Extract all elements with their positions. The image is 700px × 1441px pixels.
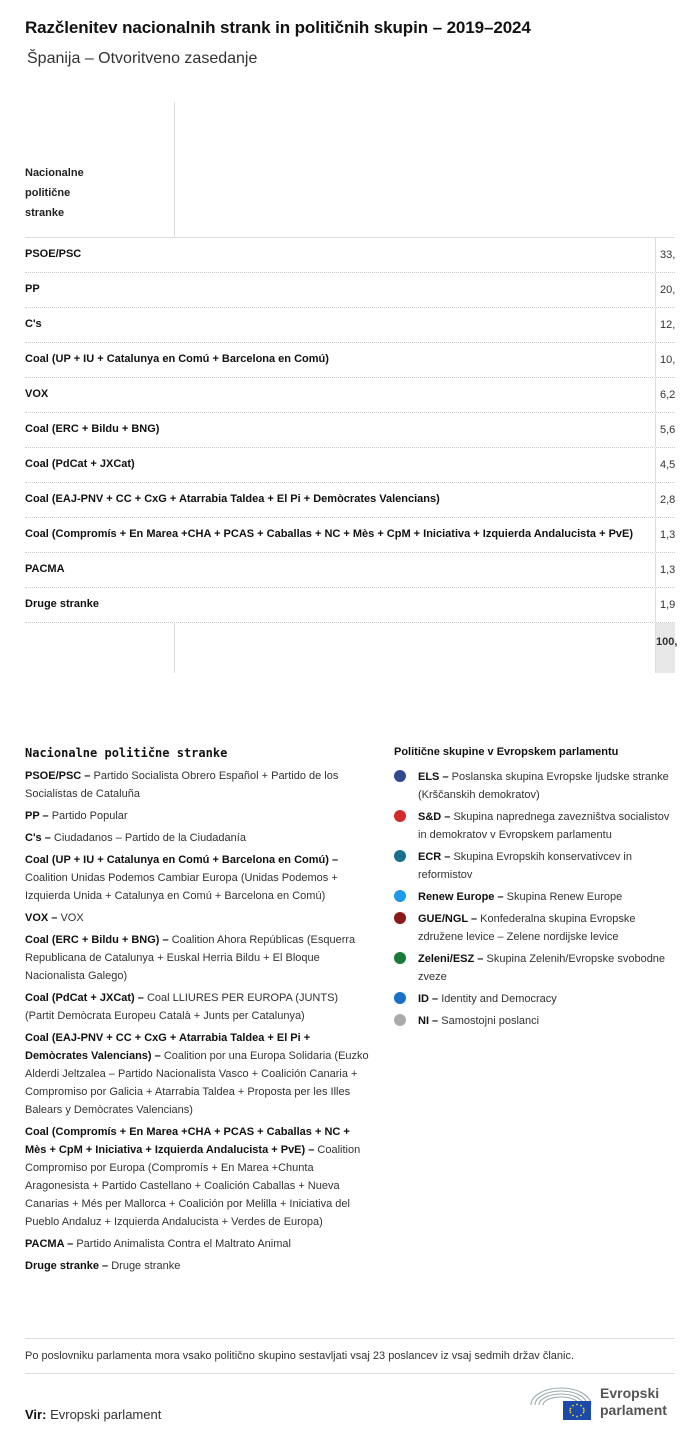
party-name: Coal (Compromís + En Marea +CHA + PCAS + Caballas + NC + Mès + CpM + Iniciativa + Izquierda Andalucista + PvE)	[25, 528, 634, 540]
legend-party-abbr: PSOE/PSC –	[25, 770, 91, 782]
parties-table	[25, 100, 678, 673]
legend-party-item	[25, 1029, 370, 1119]
party-name: PACMA	[25, 563, 65, 575]
legend-group-abbr: GUE/NGL –	[418, 913, 478, 925]
table-body	[25, 238, 675, 623]
legend-party-desc: Ciudadanos – Partido de la Ciudadanía	[53, 832, 246, 844]
party-percentage: 10,	[655, 343, 675, 377]
party-percentage: 1,3	[655, 518, 675, 552]
party-name: C's	[25, 318, 42, 330]
column-divider	[174, 102, 175, 237]
group-color-dot-icon	[394, 770, 406, 782]
legend-group-abbr: Renew Europe –	[418, 891, 504, 903]
legend-party-item	[25, 829, 370, 847]
source-line	[25, 1407, 161, 1422]
logo-line-1: Evropski	[600, 1385, 660, 1401]
legend-group-desc: Skupina Evropskih konservativcev in reformistov	[418, 851, 632, 881]
legend-group-abbr: NI –	[418, 1015, 439, 1027]
party-name: Coal (ERC + Bildu + BNG)	[25, 423, 160, 435]
source-label: Vir:	[25, 1407, 47, 1422]
party-percentage: 1,3	[655, 553, 675, 587]
legend-party-item	[25, 989, 370, 1025]
party-name: PSOE/PSC	[25, 248, 82, 260]
legend-party-abbr: Coal (UP + IU + Catalunya en Comú + Barcelona en Comú) –	[25, 854, 339, 866]
party-percentage: 20,	[655, 273, 675, 307]
party-percentage: 4,5	[655, 448, 675, 482]
group-color-dot-icon	[394, 952, 406, 964]
legend-party-item	[25, 1235, 370, 1253]
legend-party-abbr: PACMA –	[25, 1238, 74, 1250]
party-name: Coal (UP + IU + Catalunya en Comú + Barcelona en Comú)	[25, 353, 329, 365]
logo-line-2: parlament	[600, 1402, 667, 1418]
party-name: Coal (EAJ-PNV + CC + CxG + Atarrabia Taldea + El Pi + Demòcrates Valencians)	[25, 493, 440, 505]
legend-party-desc: Coalition Unidas Podemos Cambiar Europa (Unidas Podemos + Izquierda Unida + Catalunya en Comú + Barcelona en Comú)	[25, 872, 338, 902]
table-row	[25, 553, 675, 588]
legend-party-item	[25, 1123, 370, 1231]
legend-party-desc: Coalition por una Europa Solidaria (Euzko Alderdi Jeltzalea – Partido Nacionalista Vasco + Coalición Canaria + Compromiso por Galicia + Atarrabia Taldea + Proposta per les Illes Balears y Demòcrates Valencians)	[25, 1050, 369, 1116]
group-color-dot-icon	[394, 912, 406, 924]
table-row	[25, 413, 675, 448]
party-name: Coal (PdCat + JXCat)	[25, 458, 135, 470]
legend-national-parties	[25, 746, 370, 1279]
legend-party-desc: Partido Socialista Obrero Español + Partido de los Socialistas de Cataluña	[25, 770, 339, 800]
legend-party-abbr: Coal (ERC + Bildu + BNG) –	[25, 934, 169, 946]
table-row	[25, 378, 675, 413]
party-name: PP	[25, 283, 40, 295]
table-row	[25, 308, 675, 343]
table-total-row	[25, 623, 678, 673]
table-row	[25, 273, 675, 308]
european-parliament-logo[interactable]	[529, 1383, 679, 1423]
legend-group-desc: Poslanska skupina Evropske ljudske stranke (Krščanskih demokratov)	[418, 771, 669, 801]
legend-group-item	[394, 1012, 679, 1030]
logo-text	[600, 1385, 667, 1419]
legend-group-item	[394, 848, 679, 884]
party-percentage: 33,	[655, 238, 675, 272]
legend-party-desc: Druge stranke	[111, 1260, 181, 1272]
legend-party-item	[25, 767, 370, 803]
legend-political-groups	[394, 746, 679, 1034]
hemicycle-logo-icon	[529, 1383, 593, 1421]
legend-party-abbr: Coal (Compromís + En Marea +CHA + PCAS + Caballas + NC + Mès + CpM + Iniciativa + Izquierda Andalucista + PvE) –	[25, 1126, 350, 1156]
legend-party-abbr: VOX –	[25, 912, 58, 924]
legend-party-item	[25, 909, 370, 927]
table-row	[25, 588, 675, 623]
legend-party-desc: Partido Popular	[51, 810, 128, 822]
legend-group-desc: Skupina naprednega zavezništva socialistov in demokratov v Evropskem parlamentu	[418, 811, 670, 841]
party-percentage: 2,8	[655, 483, 675, 517]
party-name: Druge stranke	[25, 598, 99, 610]
legend-group-item	[394, 888, 679, 906]
column-header-parties: Nacionalne politične stranke	[25, 167, 84, 219]
legend-national-parties-heading: Nacionalne politične stranke	[25, 746, 228, 760]
group-color-dot-icon	[394, 992, 406, 1004]
legend-group-desc: Konfederalna skupina Evropske združene levice – Zelene nordijske levice	[418, 913, 636, 943]
legend-group-abbr: Zeleni/ESZ –	[418, 953, 484, 965]
legend-party-abbr: C's –	[25, 832, 51, 844]
legend-group-item	[394, 808, 679, 844]
page-subtitle: Španija – Otvoritveno zasedanje	[27, 50, 258, 67]
legend-party-abbr: Coal (PdCat + JXCat) –	[25, 992, 144, 1004]
group-color-dot-icon	[394, 850, 406, 862]
legend-party-abbr: PP –	[25, 810, 49, 822]
legend-party-desc: Coalition Ahora Repúblicas (Esquerra Republicana de Catalunya + Euskal Herria Bildu + El Bloque Nacionalista Galego)	[25, 934, 356, 982]
footnote: Po poslovniku parlamenta mora vsako politično skupino sestavljati vsaj 23 poslancev iz vsaj sedmih držav članic.	[25, 1338, 675, 1374]
legend-group-item	[394, 950, 679, 986]
page-title: Razčlenitev nacionalnih strank in političnih skupin – 2019–2024	[25, 18, 531, 37]
legend-party-item	[25, 807, 370, 825]
legend-group-item	[394, 910, 679, 946]
legend-group-abbr: ELS –	[418, 771, 449, 783]
party-percentage: 6,2	[655, 378, 675, 412]
legend-group-desc: Samostojni poslanci	[441, 1015, 540, 1027]
legend-party-item	[25, 851, 370, 905]
legend-party-item	[25, 931, 370, 985]
party-percentage: 1,9	[655, 588, 675, 622]
legend-party-desc: Coal LLIURES PER EUROPA (JUNTS) (Partit Demòcrata Europeu Català + Junts per Catalunya)	[25, 992, 339, 1022]
table-row	[25, 343, 675, 378]
legend-group-desc: Skupina Zelenih/Evropske svobodne zveze	[418, 953, 666, 983]
legend-group-desc: Identity and Democracy	[441, 993, 557, 1005]
legend-group-abbr: ID –	[418, 993, 439, 1005]
legend-party-desc: Partido Animalista Contra el Maltrato Animal	[76, 1238, 291, 1250]
party-name: VOX	[25, 388, 49, 400]
legend-group-item	[394, 990, 679, 1008]
legend-political-groups-heading: Politične skupine v Evropskem parlamentu	[394, 746, 619, 758]
legend-group-item	[394, 768, 679, 804]
party-percentage: 5,6	[655, 413, 675, 447]
table-header	[25, 100, 675, 238]
column-divider	[174, 623, 175, 673]
group-color-dot-icon	[394, 890, 406, 902]
party-percentage: 12,	[655, 308, 675, 342]
table-row	[25, 518, 675, 553]
table-total-value: 100,	[655, 623, 675, 673]
legend-party-abbr: Druge stranke –	[25, 1260, 109, 1272]
group-color-dot-icon	[394, 1014, 406, 1026]
legend-party-desc: Coalition Compromiso por Europa (Compromís + En Marea +Chunta Aragonesista + Partido Castellano + Coalición Caballas + Nueva Canarias + Més per Mallorca + Coalición por Melilla + Iniciativa del Pueblo Andaluz + Izquierda Andalucista + Verdes de Europa)	[25, 1144, 361, 1228]
table-row	[25, 483, 675, 518]
group-color-dot-icon	[394, 810, 406, 822]
legend-party-item	[25, 1257, 370, 1275]
legend-party-desc: VOX	[60, 912, 84, 924]
table-row	[25, 448, 675, 483]
legend-party-abbr: Coal (EAJ-PNV + CC + CxG + Atarrabia Taldea + El Pi + Demòcrates Valencians) –	[25, 1032, 311, 1062]
legend-group-abbr: S&D –	[418, 811, 451, 823]
legend-group-abbr: ECR –	[418, 851, 451, 863]
source-value: Evropski parlament	[50, 1407, 162, 1422]
legend-group-desc: Skupina Renew Europe	[506, 891, 623, 903]
table-row	[25, 238, 675, 273]
